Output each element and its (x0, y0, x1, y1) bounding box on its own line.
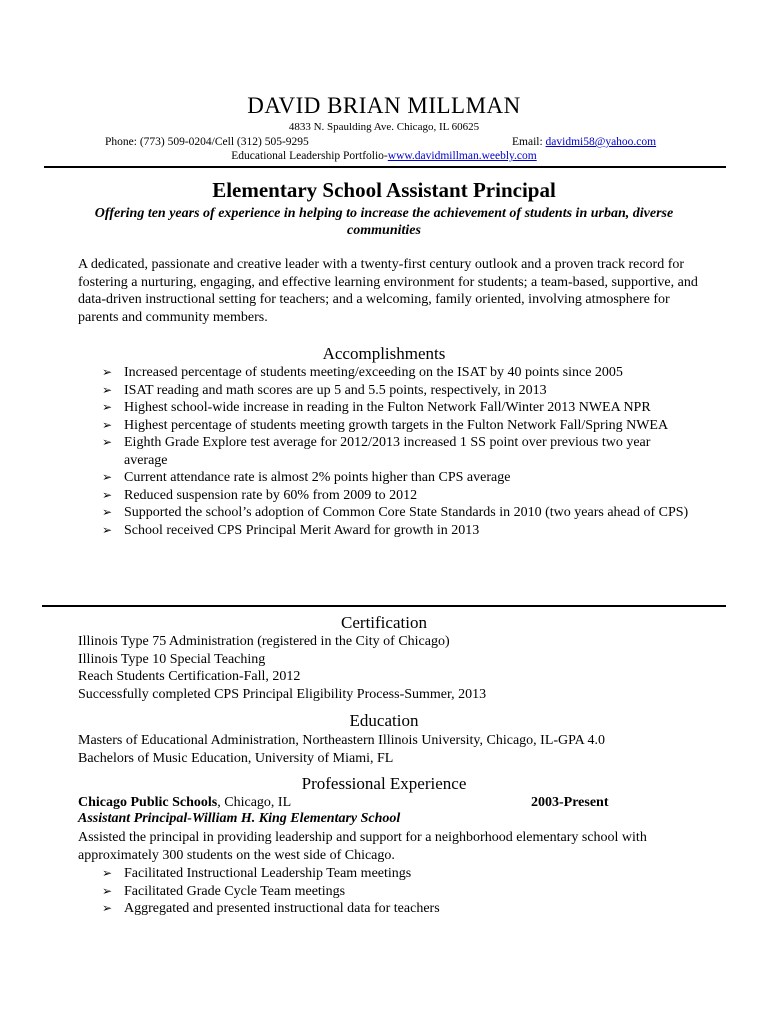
experience-heading: Professional Experience (301, 774, 467, 793)
list-item: ➢ Increased percentage of students meeting/exceeding on the ISAT by 40 points since 2005 (102, 365, 623, 380)
list-item: Masters of Educational Administration, Northeastern Illinois University, Chicago, IL-GPA 4.0 (78, 733, 605, 748)
job-description: Assisted the principal in providing leadership and support for a neighborhood elementary school with approximately 300 students on the west side of Chicago. (78, 830, 647, 863)
list-item: ➢ Eighth Grade Explore test average for 2012/2013 increased 1 SS point over previous two year average (102, 435, 651, 468)
accomplishments-heading: Accomplishments (322, 344, 446, 363)
email-link[interactable]: davidmi58@yahoo.com (545, 136, 657, 148)
arrowhead-bullet-icon: ➢ (102, 883, 113, 898)
portfolio-label: Educational Leadership Portfolio- (231, 150, 388, 162)
arrowhead-bullet-icon: ➢ (102, 901, 113, 915)
phone-numbers: Phone: (773) 509-0204/Cell (312) 505-9295 (105, 136, 309, 148)
position-title: Elementary School Assistant Principal (212, 178, 556, 202)
address: 4833 N. Spaulding Ave. Chicago, IL 60625 (288, 121, 480, 133)
job-role: Assistant Principal-William H. King Elementary School (78, 811, 401, 826)
list-item: Successfully completed CPS Principal Eligibility Process-Summer, 2013 (78, 686, 487, 702)
arrowhead-bullet-icon: ➢ (102, 417, 113, 432)
list-item: ➢ School received CPS Principal Merit Award for growth in 2013 (102, 522, 480, 538)
resume-name: DAVID BRIAN MILLMAN (247, 93, 521, 118)
list-item: ➢ Aggregated and presented instructional data for teachers (102, 901, 440, 916)
arrowhead-bullet-icon: ➢ (102, 866, 113, 880)
employer-line (78, 795, 291, 811)
list-item: ➢ Current attendance rate is almost 2% points higher than CPS average (102, 470, 511, 485)
list-item: ➢ Highest percentage of students meeting growth targets in the Fulton Network Fall/Spring NWEA (102, 417, 669, 433)
arrowhead-bullet-icon: ➢ (102, 505, 113, 519)
list-item: ➢ Reduced suspension rate by 60% from 2009 to 2012 (102, 487, 418, 503)
arrowhead-bullet-icon: ➢ (102, 365, 113, 379)
header-divider (44, 166, 726, 168)
certification-heading: Certification (341, 613, 427, 632)
section-divider (42, 605, 726, 607)
employment-dates: 2003-Present (531, 795, 609, 810)
summary-paragraph: A dedicated, passionate and creative leader with a twenty-first century outlook and a proven track record for fostering a nurturing, engaging, and effective learning environment for students; a team-based, supportive, and data-driven instructional setting for teachers; and a welcoming, family oriented, involving atmosphere for parents and community members. (78, 257, 698, 325)
employer-location: , Chicago, IL (217, 795, 292, 810)
certification-list (78, 633, 718, 703)
email-line (512, 136, 656, 148)
experience-list (102, 865, 692, 918)
list-item: ➢ Highest school-wide increase in reading in the Fulton Network Fall/Winter 2013 NWEA NPR (102, 400, 651, 415)
portfolio-link[interactable]: www.davidmillman.weebly.com (387, 150, 537, 162)
list-item: Illinois Type 10 Special Teaching (78, 651, 266, 667)
list-item: Illinois Type 75 Administration (registered in the City of Chicago) (78, 634, 450, 649)
position-subtitle: Offering ten years of experience in helping to increase the achievement of students in urban, diverse communities (94, 206, 674, 238)
list-item: ➢ Supported the school’s adoption of Common Core State Standards in 2010 (two years ahead of CPS) (102, 505, 689, 520)
arrowhead-bullet-icon: ➢ (102, 470, 113, 484)
arrowhead-bullet-icon: ➢ (102, 487, 113, 502)
education-list (78, 732, 718, 767)
arrowhead-bullet-icon: ➢ (102, 400, 113, 414)
education-heading: Education (349, 711, 419, 730)
accomplishments-list (102, 364, 692, 539)
list-item: Bachelors of Music Education, University of Miami, FL (78, 750, 394, 766)
portfolio-line (0, 150, 768, 162)
list-item: ➢ Facilitated Instructional Leadership Team meetings (102, 866, 412, 881)
list-item: Reach Students Certification-Fall, 2012 (78, 669, 301, 684)
email-label: Email: (512, 136, 546, 148)
arrowhead-bullet-icon: ➢ (102, 435, 113, 449)
list-item: ➢ ISAT reading and math scores are up 5 and 5.5 points, respectively, in 2013 (102, 382, 547, 398)
employer-name: Chicago Public Schools (78, 795, 218, 810)
arrowhead-bullet-icon: ➢ (102, 382, 113, 397)
arrowhead-bullet-icon: ➢ (102, 522, 113, 537)
list-item: ➢ Facilitated Grade Cycle Team meetings (102, 883, 346, 899)
